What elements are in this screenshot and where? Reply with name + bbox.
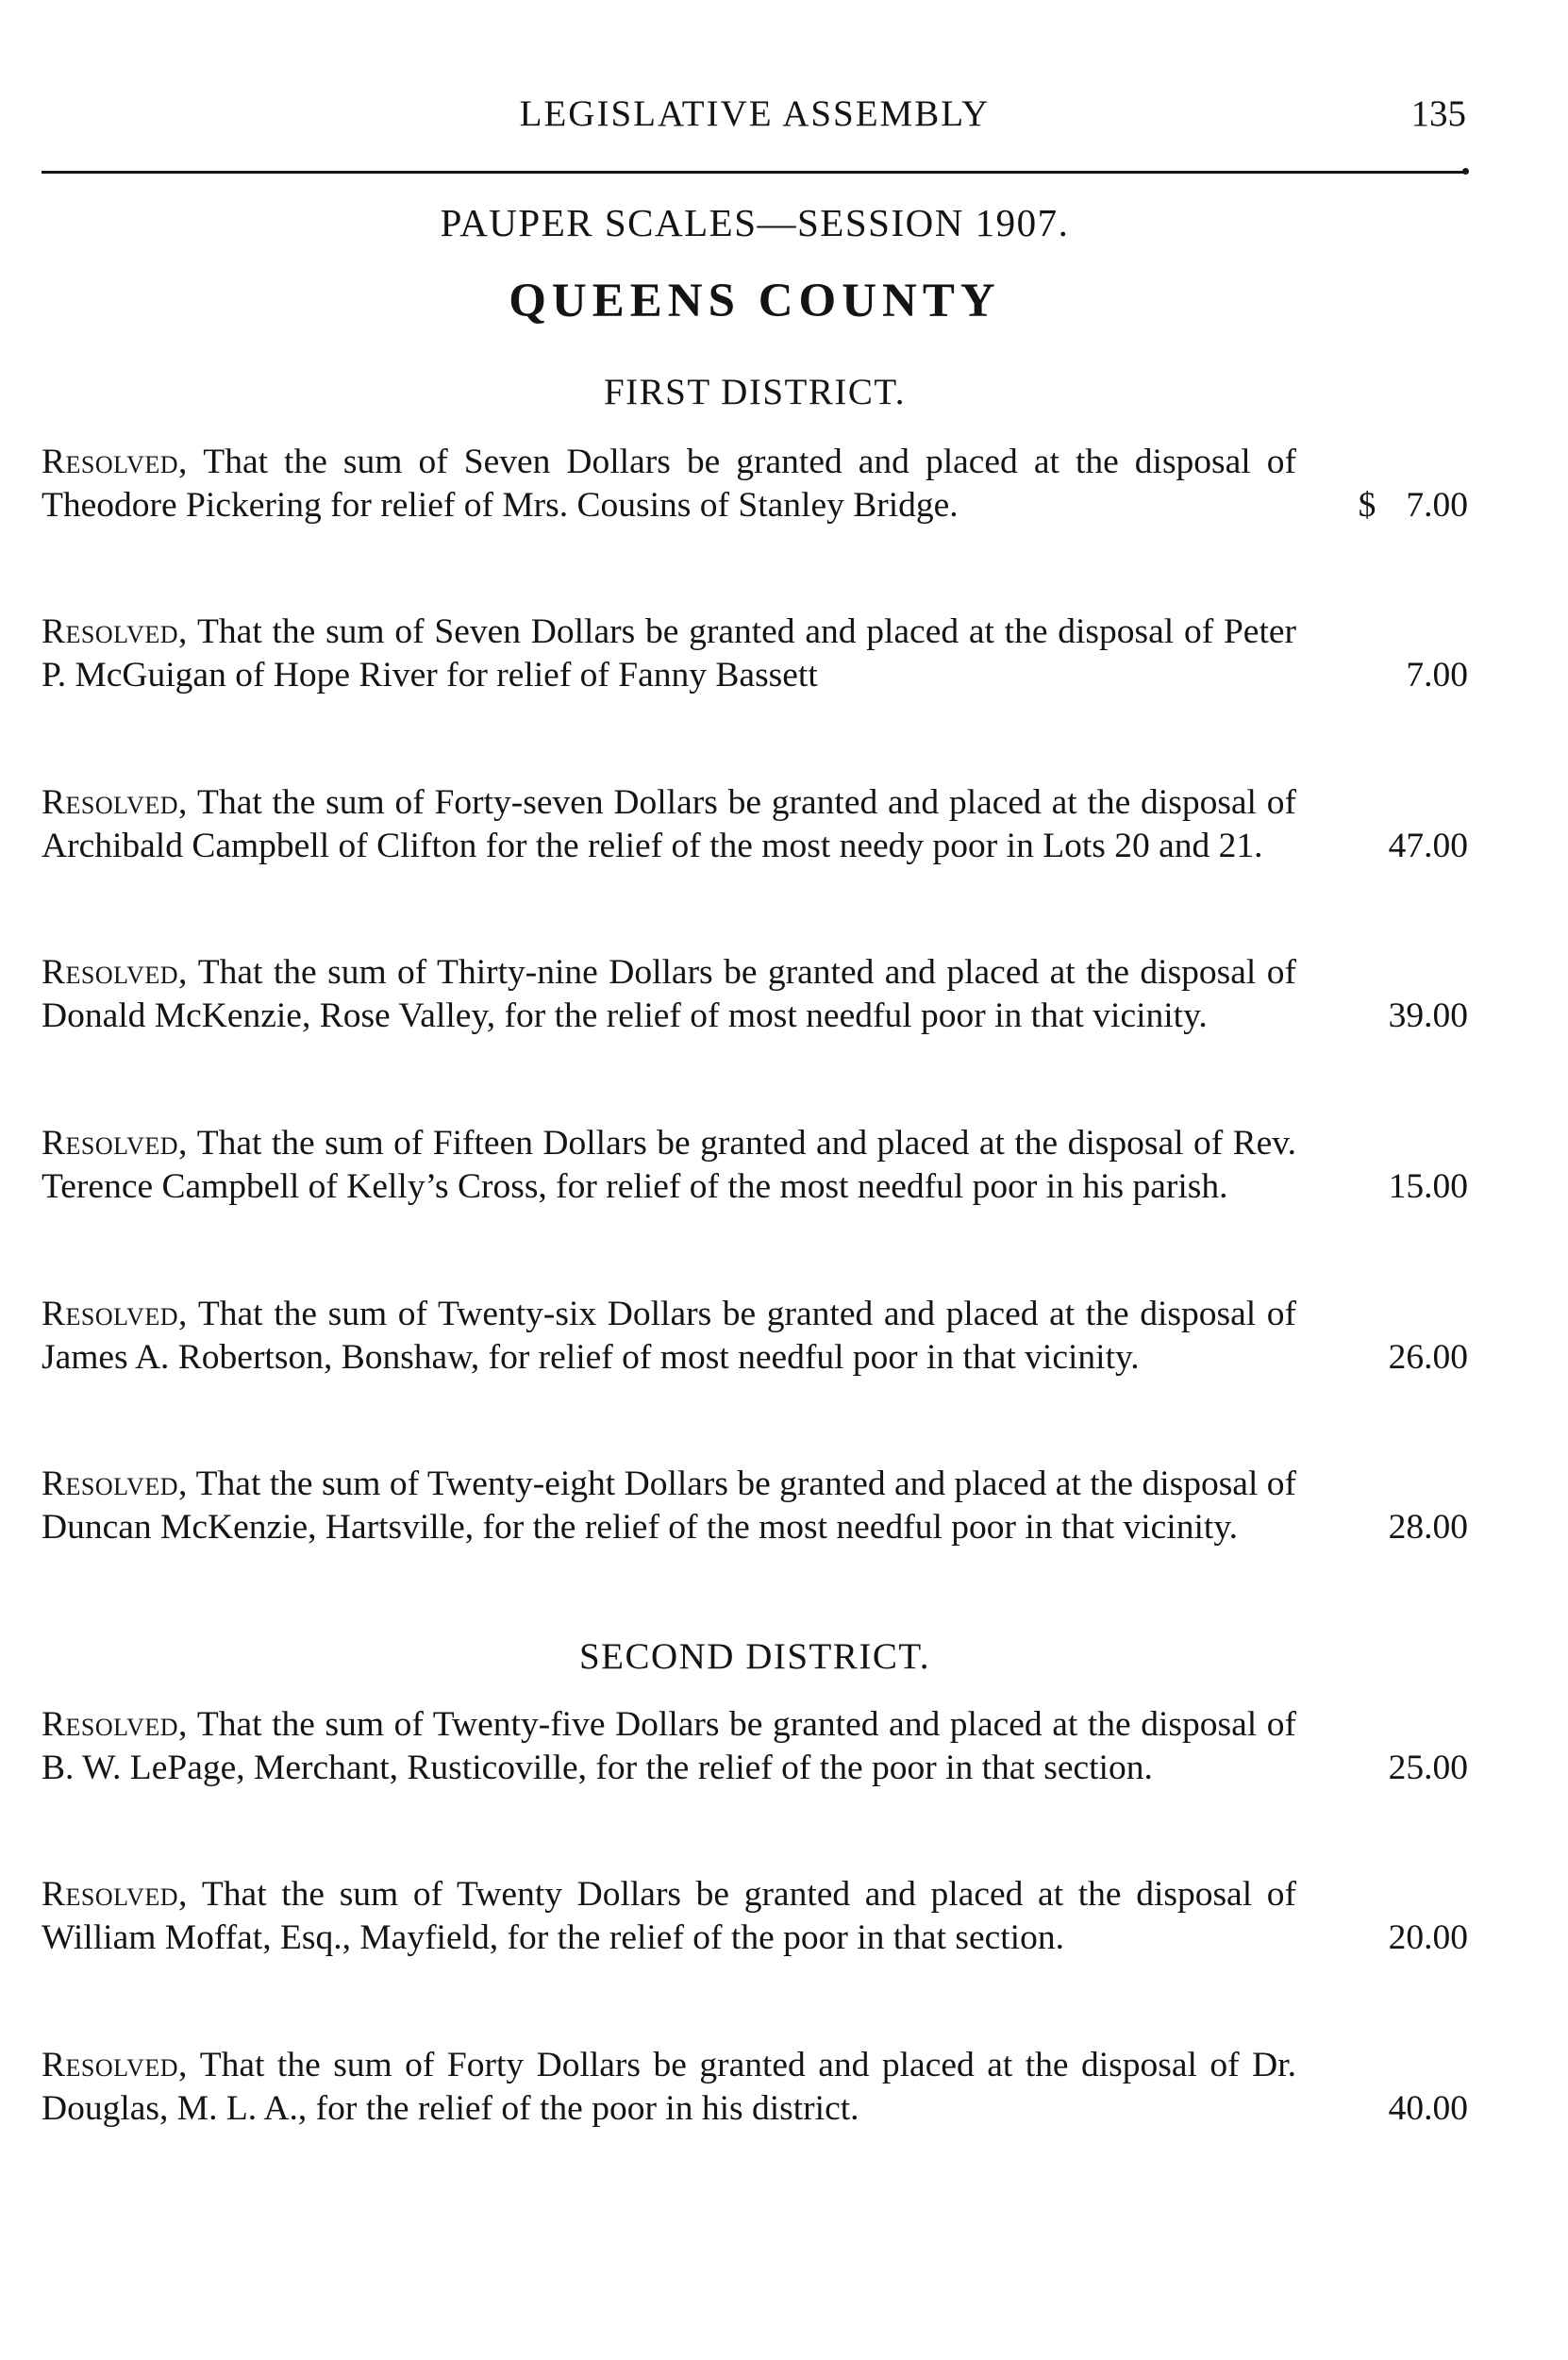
- resolution-entry: [42, 2044, 1468, 2130]
- resolution-amount: [1389, 2087, 1468, 2131]
- resolution-body: That the sum of Forty Dollars be granted and placed at the disposal of Dr. Douglas, M. L. A., for the relief of the poor in his district.: [42, 2046, 1296, 2128]
- resolution-text: [42, 1703, 1296, 1789]
- resolution-amount: [1389, 1336, 1468, 1380]
- resolution-lead: Resolved,: [42, 1875, 188, 1914]
- running-title: LEGISLATIVE ASSEMBLY: [519, 93, 991, 134]
- running-head: [42, 91, 1468, 147]
- resolution-body: That the sum of Twenty-six Dollars be granted and placed at the disposal of James A. Robertson, Bonshaw, for relief of most needful poor in that vicinity.: [42, 1295, 1296, 1377]
- resolution-lead: Resolved,: [42, 1465, 188, 1503]
- resolution-entry: [42, 1293, 1468, 1379]
- resolution-body: That the sum of Seven Dollars be granted and placed at the disposal of Peter P. McGuigan of Hope River for relief of Fanny Bassett: [42, 612, 1296, 695]
- resolution-lead: Resolved,: [42, 2046, 188, 2084]
- amount-value: 47.00: [1388, 826, 1468, 865]
- amount-value: 40.00: [1388, 2088, 1468, 2128]
- resolution-text: [42, 1293, 1296, 1379]
- resolution-body: That the sum of Fifteen Dollars be granted and placed at the disposal of Rev. Terence Campbell of Kelly’s Cross, for relief of the most needful poor in his parish.: [42, 1124, 1296, 1206]
- resolution-entry: [42, 1873, 1468, 1959]
- page-number: 135: [1410, 93, 1466, 134]
- amount-value: 25.00: [1388, 1748, 1468, 1787]
- resolution-text: [42, 441, 1296, 527]
- amount-value: 26.00: [1388, 1337, 1468, 1377]
- district-heading: FIRST DISTRICT.: [603, 372, 907, 412]
- resolution-body: That the sum of Twenty Dollars be granted and placed at the disposal of William Moffat, Esq., Mayfield, for the relief of the poor in that section.: [42, 1875, 1296, 1957]
- resolution-text: [42, 1122, 1296, 1208]
- resolution-body: That the sum of Twenty-five Dollars be granted and placed at the disposal of B. W. LePage, Merchant, Rusticoville, for the relief of the poor in that section.: [42, 1705, 1296, 1787]
- resolution-lead: Resolved,: [42, 783, 188, 822]
- resolution-lead: Resolved,: [42, 1295, 188, 1333]
- header-rule: [42, 171, 1464, 174]
- resolution-amount: [1389, 1165, 1468, 1209]
- resolution-amount: [1389, 1747, 1468, 1790]
- resolution-amount: [1406, 654, 1468, 697]
- resolution-text: [42, 1463, 1296, 1548]
- resolution-entry: [42, 951, 1468, 1037]
- county-title: QUEENS COUNTY: [509, 275, 1001, 327]
- resolution-entry: [42, 1463, 1468, 1548]
- amount-value: 20.00: [1388, 1917, 1468, 1957]
- resolution-text: [42, 781, 1296, 867]
- resolution-entry: [42, 1122, 1468, 1208]
- amount-value: 39.00: [1388, 996, 1468, 1035]
- resolution-amount: [1389, 995, 1468, 1038]
- resolution-lead: Resolved,: [42, 1705, 188, 1744]
- amount-value: 7.00: [1406, 655, 1468, 695]
- resolution-text: [42, 951, 1296, 1037]
- resolution-body: That the sum of Forty-seven Dollars be granted and placed at the disposal of Archibald Campbell of Clifton for the relief of the most needy poor in Lots 20 and 21.: [42, 783, 1296, 865]
- resolution-body: That the sum of Seven Dollars be granted and placed at the disposal of Theodore Pickering for relief of Mrs. Cousins of Stanley Bridge.: [42, 443, 1296, 525]
- resolution-body: That the sum of Twenty-eight Dollars be granted and placed at the disposal of Duncan McKenzie, Hartsville, for the relief of the most needful poor in that vicinity.: [42, 1465, 1296, 1547]
- resolution-amount: [1359, 484, 1468, 527]
- header-rule-dot: [1462, 168, 1469, 175]
- resolution-text: [42, 611, 1296, 696]
- resolution-body: That the sum of Thirty-nine Dollars be granted and placed at the disposal of Donald McKenzie, Rose Valley, for the relief of most needful poor in that vicinity.: [42, 953, 1296, 1035]
- session-title: PAUPER SCALES—SESSION 1907.: [440, 201, 1070, 244]
- district-heading: SECOND DISTRICT.: [578, 1636, 931, 1677]
- resolution-entry: [42, 781, 1468, 867]
- resolution-entry: [42, 1703, 1468, 1789]
- resolution-text: [42, 1873, 1296, 1959]
- resolution-lead: Resolved,: [42, 1124, 188, 1163]
- amount-value: 15.00: [1388, 1166, 1468, 1206]
- currency-sign: $: [1358, 485, 1376, 525]
- resolution-amount: [1389, 1916, 1468, 1960]
- amount-value: 7.00: [1406, 485, 1468, 525]
- amount-value: 28.00: [1388, 1507, 1468, 1547]
- resolution-lead: Resolved,: [42, 953, 188, 992]
- resolution-entry: [42, 441, 1468, 527]
- resolution-lead: Resolved,: [42, 612, 188, 651]
- resolution-amount: [1389, 1506, 1468, 1549]
- resolution-amount: [1389, 825, 1468, 868]
- resolution-entry: [42, 611, 1468, 696]
- resolution-lead: Resolved,: [42, 443, 188, 481]
- resolution-text: [42, 2044, 1296, 2130]
